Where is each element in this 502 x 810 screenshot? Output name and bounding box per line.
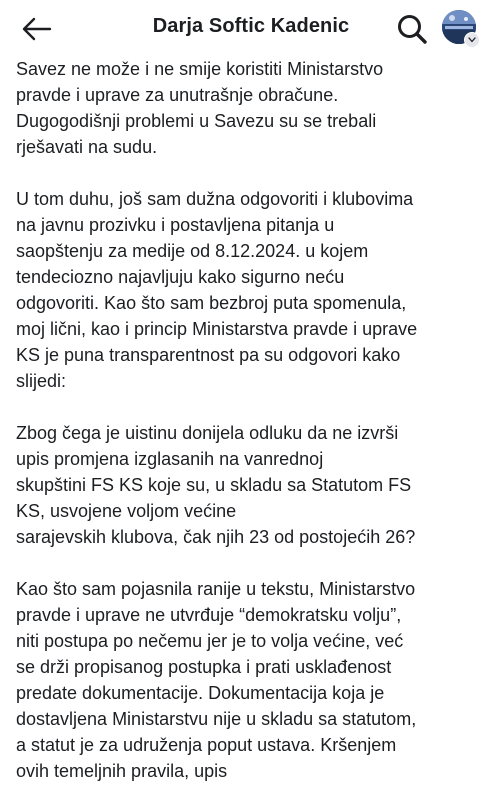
search-button[interactable] xyxy=(394,11,430,47)
post-paragraph xyxy=(16,576,492,784)
text-line: saopštenju za medije od 8.12.2024. u kojem xyxy=(16,241,369,261)
text-line: skupštini FS KS koje su, u skladu sa Statutom FS xyxy=(16,475,412,495)
text-line: ovih temeljnih pravila, upis xyxy=(16,761,228,781)
text-line: odgovoriti. Kao što sam bezbroj puta spomenula, xyxy=(16,293,407,313)
text-line: Savez ne može i ne smije koristiti Ministarstvo xyxy=(16,59,384,79)
text-line: KS, usvojene voljom većine xyxy=(16,501,237,521)
page-title: Darja Softic Kadenic xyxy=(152,15,350,37)
text-line: Dugogodišnji problemi u Savezu su se trebali xyxy=(16,111,377,131)
text-line: na javnu prozivku i postavljena pitanja u xyxy=(16,215,335,235)
text-line: Kao što sam pojasnila ranije u tekstu, Ministarstvo xyxy=(16,579,416,599)
post-body xyxy=(16,56,492,810)
text-line: pravde i uprave ne utvrđuje “demokratsku volju”, xyxy=(16,605,402,625)
text-line: sarajevskih klubova, čak njih 23 od postojećih 26? xyxy=(16,527,416,547)
text-line: tendeciozno najavljuju kako sigurno neću xyxy=(16,267,345,287)
text-line: pravde i uprave za unutrašnje obračune. xyxy=(16,85,339,105)
text-line: upis promjena izglasanih na vanrednoj xyxy=(16,449,324,469)
post-paragraph xyxy=(16,56,492,160)
profile-menu-button[interactable] xyxy=(442,10,480,48)
text-line: KS je puna transparentnost pa su odgovori kako xyxy=(16,345,401,365)
text-line: slijedi: xyxy=(16,371,67,391)
post-paragraph xyxy=(16,420,492,550)
top-bar xyxy=(0,0,502,58)
text-line: Zbog čega je uistinu donijela odluku da ne izvrši xyxy=(16,423,399,443)
text-line: predate dokumentacije. Dokumentacija koja je xyxy=(16,683,385,703)
avatar-badge xyxy=(464,32,480,48)
text-line: niti postupa po nečemu jer je to volja većine, već xyxy=(16,631,404,651)
text-line: U tom duhu, još sam dužna odgovoriti i klubovima xyxy=(16,189,414,209)
post-paragraph xyxy=(16,186,492,394)
text-line: moj lični, kao i princip Ministarstva pravde i uprave xyxy=(16,319,418,339)
text-line: rješavati na sudu. xyxy=(16,137,158,157)
text-line: a statut je za udruženja poput ustava. Kršenjem xyxy=(16,735,397,755)
text-line: dostavljena Ministarstvu nije u skladu sa statutom, xyxy=(16,709,417,729)
search-icon xyxy=(396,13,428,45)
chevron-down-icon xyxy=(468,37,476,43)
text-line: se drži propisanog postupka i prati usklađenost xyxy=(16,657,392,677)
